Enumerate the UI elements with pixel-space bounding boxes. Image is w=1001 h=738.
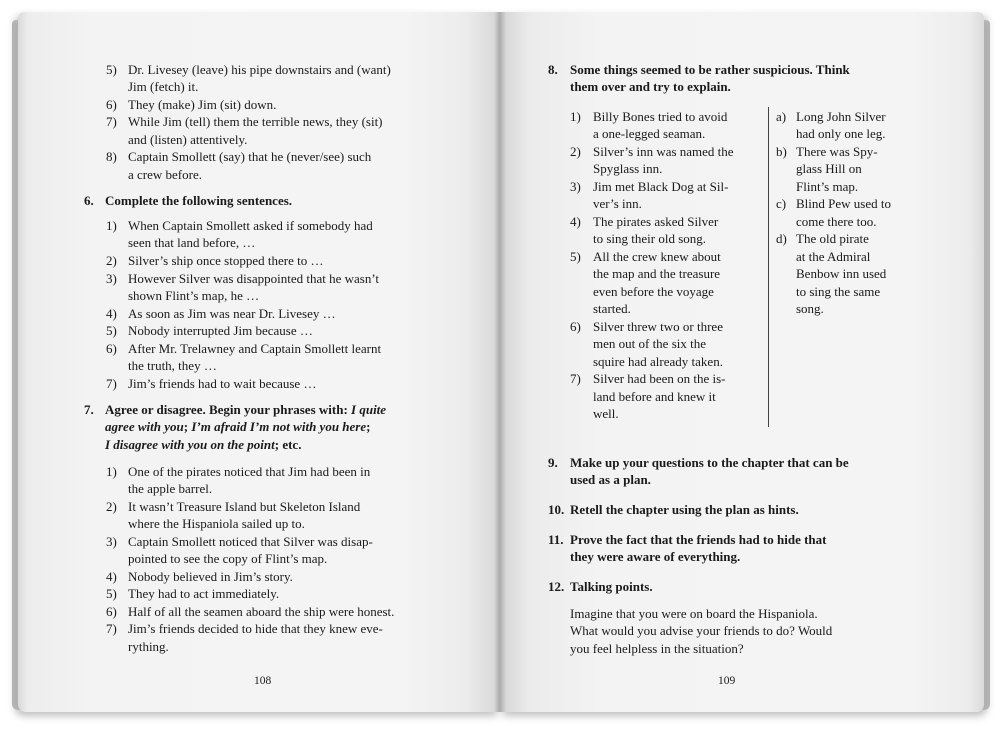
item-line: the apple barrel. [128, 481, 213, 496]
item-letter: a) [776, 109, 787, 124]
item-letter: c) [776, 196, 787, 211]
exercise-title-line: I disagree with you on the point; etc. [105, 437, 302, 452]
page-number: 109 [718, 675, 736, 687]
item-line: song. [796, 301, 824, 316]
item-letter: b) [776, 144, 787, 159]
exercise-number: 8. [548, 62, 558, 77]
item-number: 5) [106, 323, 117, 338]
item-line: Jim met Black Dog at Sil- [593, 179, 729, 194]
item-number: 5) [570, 249, 581, 264]
exercise-number: 10. [548, 502, 565, 517]
exercise-title-line: Some things seemed to be rather suspicious. Think [570, 62, 850, 77]
item-line: Flint’s map. [796, 179, 859, 194]
book-gutter [494, 12, 506, 712]
item-line: squire had already taken. [593, 354, 723, 369]
item-number: 2) [106, 499, 117, 514]
item-line: Captain Smollett noticed that Silver was disap- [128, 534, 373, 549]
item-line: shown Flint’s map, he … [128, 288, 260, 303]
item-line: Blind Pew used to [796, 196, 891, 211]
item-line: Half of all the seamen aboard the ship were honest. [128, 604, 395, 619]
item-line: seen that land before, … [128, 235, 256, 250]
left-page [18, 12, 500, 712]
item-line: had only one leg. [796, 126, 886, 141]
item-number: 3) [106, 271, 117, 286]
item-number: 1) [106, 218, 117, 233]
item-number: 7) [570, 371, 581, 386]
item-line: land before and knew it [593, 389, 716, 404]
exercise-title-line: agree with you; I’m afraid I’m not with you here; [105, 419, 371, 434]
item-line: to sing their old song. [593, 231, 707, 246]
item-line: Silver’s inn was named the [593, 144, 734, 159]
item-line: started. [593, 301, 631, 316]
item-line: When Captain Smollett asked if somebody had [128, 218, 373, 233]
exercise-title-line: used as a plan. [570, 472, 651, 487]
item-line: Benbow inn used [796, 266, 887, 281]
item-number: 8) [106, 149, 117, 164]
item-line: to sing the same [796, 284, 881, 299]
item-number: 6) [570, 319, 581, 334]
item-line: They had to act immediately. [128, 586, 280, 601]
item-line: a crew before. [128, 167, 202, 182]
item-line: Captain Smollett (say) that he (never/see) such [128, 149, 372, 164]
exercise-number: 7. [84, 402, 94, 417]
item-line: Silver’s ship once stopped there to … [128, 253, 324, 268]
item-line: Billy Bones tried to avoid [593, 109, 728, 124]
item-number: 4) [570, 214, 581, 229]
body-line: you feel helpless in the situation? [570, 641, 744, 656]
item-line: They (make) Jim (sit) down. [128, 97, 277, 112]
item-number: 3) [570, 179, 581, 194]
exercise-title-line: them over and try to explain. [570, 79, 731, 94]
item-line: the map and the treasure [593, 266, 721, 281]
item-number: 4) [106, 306, 117, 321]
item-line: even before the voyage [593, 284, 714, 299]
item-line: The old pirate [796, 231, 869, 246]
item-line: glass Hill on [796, 161, 862, 176]
item-number: 1) [106, 464, 117, 479]
item-line: Long John Silver [796, 109, 886, 124]
item-number: 6) [106, 604, 117, 619]
column-divider [768, 107, 769, 427]
item-line: There was Spy- [796, 144, 878, 159]
item-line: Jim (fetch) it. [128, 79, 199, 94]
item-line: well. [593, 406, 619, 421]
page-number: 108 [254, 675, 272, 687]
item-number: 1) [570, 109, 581, 124]
exercise-title: Talking points. [570, 579, 653, 594]
item-line: Jim’s friends had to wait because … [128, 376, 317, 391]
item-number: 2) [106, 253, 117, 268]
item-line: where the Hispaniola sailed up to. [128, 516, 305, 531]
item-number: 6) [106, 341, 117, 356]
item-line: rything. [128, 639, 169, 654]
item-number: 3) [106, 534, 117, 549]
exercise-title-line: Agree or disagree. Begin your phrases with: I quite [105, 402, 387, 417]
item-line: men out of the six the [593, 336, 707, 351]
exercise-number: 11. [548, 532, 564, 547]
item-line: However Silver was disappointed that he wasn’t [128, 271, 380, 286]
exercise-title-line: Make up your questions to the chapter that can be [570, 455, 849, 470]
item-line: Nobody believed in Jim’s story. [128, 569, 293, 584]
item-line: pointed to see the copy of Flint’s map. [128, 551, 328, 566]
item-line: One of the pirates noticed that Jim had been in [128, 464, 371, 479]
item-number: 7) [106, 376, 117, 391]
item-number: 7) [106, 621, 117, 636]
item-number: 4) [106, 569, 117, 584]
item-line: As soon as Jim was near Dr. Livesey … [128, 306, 336, 321]
item-line: come there too. [796, 214, 877, 229]
exercise-title: Complete the following sentences. [105, 193, 293, 208]
item-line: After Mr. Trelawney and Captain Smollett learnt [128, 341, 382, 356]
item-line: It wasn’t Treasure Island but Skeleton Island [128, 499, 361, 514]
item-line: Silver had been on the is- [593, 371, 726, 386]
item-line: at the Admiral [796, 249, 871, 264]
body-line: Imagine that you were on board the Hispaniola. [570, 606, 818, 621]
exercise-title-line: they were aware of everything. [570, 549, 741, 564]
right-page [500, 12, 984, 712]
item-number: 6) [106, 97, 117, 112]
item-letter: d) [776, 231, 787, 246]
item-line: a one-legged seaman. [593, 126, 706, 141]
item-line: Spyglass inn. [593, 161, 663, 176]
item-line: the truth, they … [128, 358, 217, 373]
item-line: Silver threw two or three [593, 319, 723, 334]
exercise-number: 12. [548, 579, 565, 594]
item-line: The pirates asked Silver [593, 214, 719, 229]
item-number: 7) [106, 114, 117, 129]
exercise-number: 6. [84, 193, 94, 208]
item-number: 5) [106, 62, 117, 77]
exercise-number: 9. [548, 455, 558, 470]
exercise-title-line: Retell the chapter using the plan as hints. [570, 502, 799, 517]
item-line: Jim’s friends decided to hide that they knew eve- [128, 621, 383, 636]
item-line: ver’s inn. [593, 196, 642, 211]
item-number: 5) [106, 586, 117, 601]
exercise-title-line: Prove the fact that the friends had to hide that [570, 532, 827, 547]
item-line: While Jim (tell) them the terrible news, they (sit) [128, 114, 383, 129]
item-line: and (listen) attentively. [128, 132, 248, 147]
item-line: Dr. Livesey (leave) his pipe downstairs and (want) [128, 62, 391, 77]
item-line: Nobody interrupted Jim because … [128, 323, 313, 338]
body-line: What would you advise your friends to do? Would [570, 623, 833, 638]
item-number: 2) [570, 144, 581, 159]
item-line: All the crew knew about [593, 249, 721, 264]
